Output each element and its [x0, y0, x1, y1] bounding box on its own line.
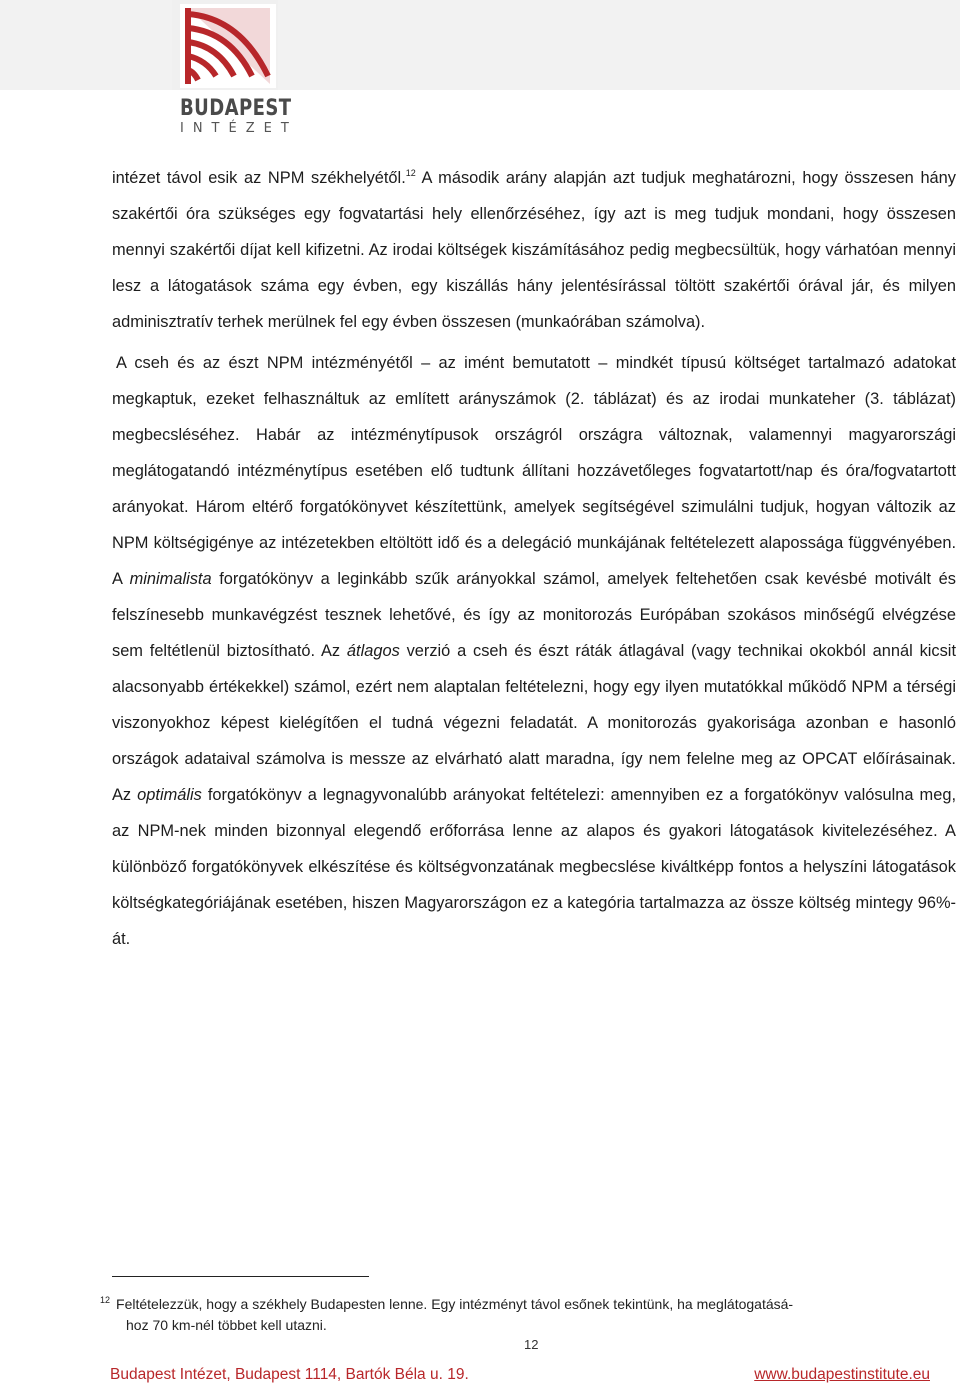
budapest-institute-logo-icon	[180, 4, 276, 88]
footnote-divider	[112, 1276, 369, 1277]
scenario-minimalist: minimalista	[129, 570, 212, 588]
footnote-number: 12	[100, 1295, 111, 1305]
paragraph-2-part-d: forgatókönyv a legnagyvonalúbb arányokat feltételezi: amennyiben ez a forgatókönyv valósulna meg, az NPM-nek minden bizonnyal elegendő erőforrása lenne az alapos és gyakori látogatások kivitelezéséhez. A különböző forgatókönyvek elkészítése és költségvonzatának megbecslése kiváltképp fontos a helyszíni látogatások költségkategóriájának esetében, hiszen Magyarországon ez a kategória tartalmazza az össze költség mintegy 96%-át.	[112, 786, 956, 948]
header-band-right	[278, 0, 960, 90]
footnote-reference[interactable]: 12	[405, 168, 416, 178]
footnote-text-line1: Feltételezzük, hogy a székhely Budapesten lenne. Egy intézményt távol esőnek tekintünk, ha meglátogatásá-	[116, 1296, 794, 1312]
paragraph-2-part-b: forgatókönyv a leginkább szűk arányokkal számol, amelyek feltehetően csak kevésbé motivált és felszínesebb munkavégzést tesznek lehetővé, és így az monitorozás Európában szokásos minőségű elvégzése sem feltétlenül biztosítható. Az	[112, 570, 956, 660]
paragraph-2-part-a: A cseh és az észt NPM intézményétől – az imént bemutatott – mindkét típusú költséget tartalmazó adatokat megkaptuk, ezeket felhasználtuk az említett arányszámok (2. táblázat) és az irodai munkateher (3. táblázat) megbecsléséhez. Habár az intézménytípusok országról országra változnak, valamennyi magyarországi meglátogatandó intézménytípus esetében elő tudtunk állítani hozzávetőleges fogvatartott/nap és óra/fogvatartott arányokat. Három eltérő forgatókönyvet készítettünk, amelyek segítségével szimulálni tudjuk, hogyan változik az NPM költségigénye az intézetekben eltöltött idő és a delegáció munkájának feltételezett alapossága függvényében. A	[112, 354, 956, 588]
paragraph-1	[112, 160, 956, 340]
paragraph-1-part-b: A második arány alapján azt tudjuk meghatározni, hogy összesen hány szakértői óra szükséges egy fogvatartási hely ellenőrzéséhez, így azt is meg tudjuk mondani, hogy összesen mennyi szakértői díjat kell kifizetni. Az irodai költségek kiszámításához pedig megbecsültük, hogy várhatóan mennyi lesz a látogatások száma egy évben, egy kiszállás hány jelentésírással töltött szakértői órával jár, és milyen adminisztratív terhek merülnek fel egy évben összesen (munkaórában számolva).	[112, 169, 956, 331]
footnote	[100, 1290, 950, 1336]
paragraph-2	[112, 345, 956, 957]
page-number: 12	[524, 1337, 539, 1352]
footnote-text-line2: hoz 70 km-nél többet kell utazni.	[126, 1317, 327, 1333]
paragraph-1-part-a: intézet távol esik az NPM székhelyétől.	[112, 169, 406, 187]
footer-website-link[interactable]: www.budapestinstitute.eu	[754, 1366, 930, 1383]
scenario-average: átlagos	[346, 642, 400, 660]
body-text	[112, 160, 956, 957]
footer-address: Budapest Intézet, Budapest 1114, Bartók Béla u. 19.	[110, 1366, 469, 1383]
scenario-optimal: optimális	[137, 786, 202, 804]
logo-name: BUDAPEST	[180, 96, 292, 121]
paragraph-2-part-c: verzió a cseh és észt ráták átlagával (vagy technikai okokból annál kicsit alacsonyabb értékekkel) számol, ezért nem alaptalan feltételezni, hogy egy ilyen mutatókkal működő NPM a térségi viszonyokhoz képest kielégítően el tudná végezni feladatát. A monitorozás gyakorisága azonban e hasonló országok adataival számolva is messze az elvárható alatt maradna, így nem felelne meg az OPCAT előírásainak. Az	[112, 642, 956, 804]
logo-subtitle: INTÉZET	[180, 121, 298, 136]
header-band-left	[0, 0, 172, 90]
